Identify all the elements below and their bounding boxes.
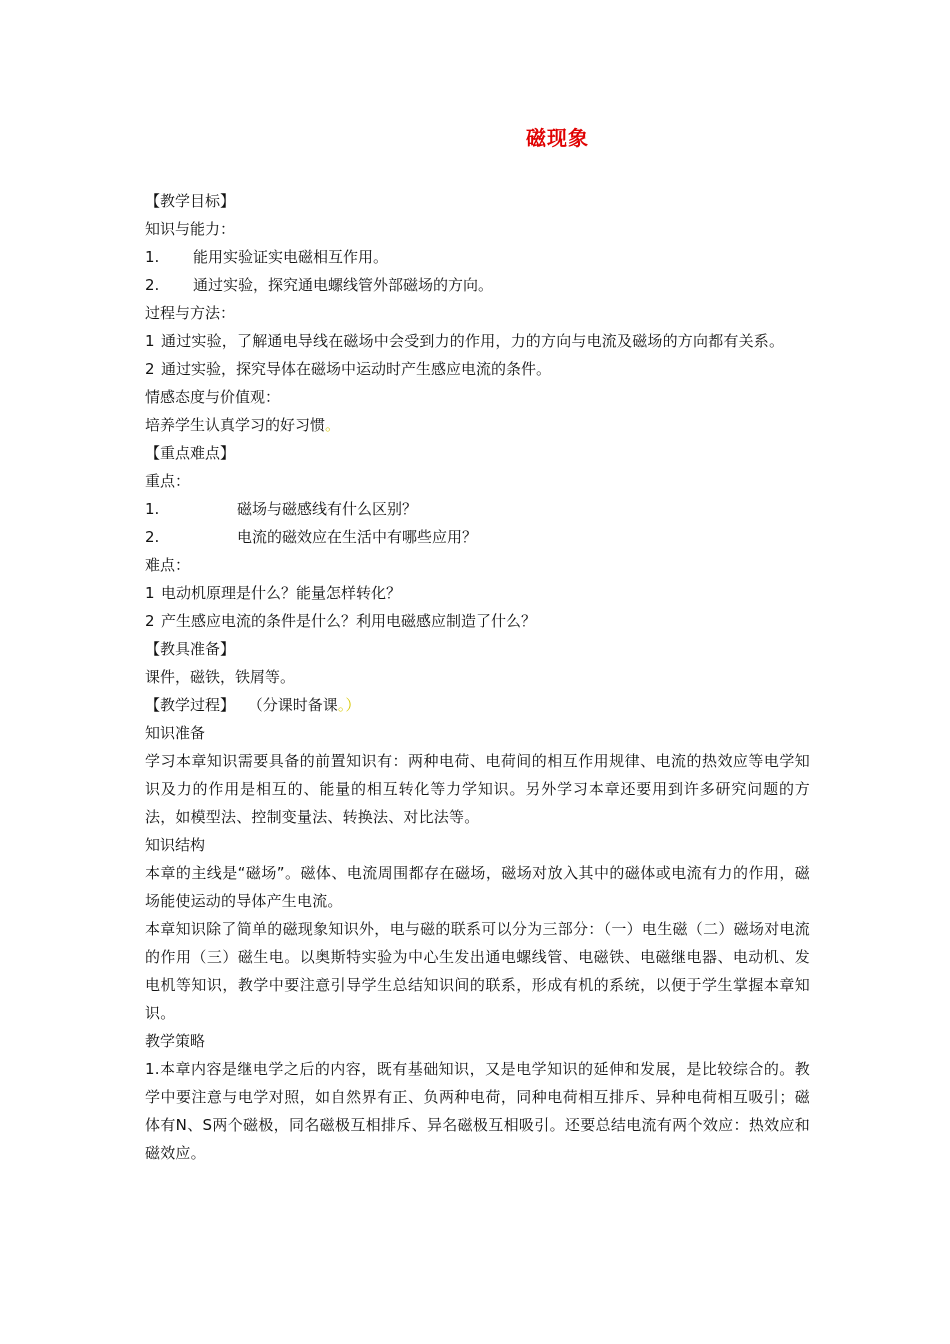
item-number: 1 xyxy=(145,584,155,602)
document-body xyxy=(145,187,810,1167)
list-item xyxy=(145,355,810,383)
strategy-text: 1.本章内容是继电学之后的内容，既有基础知识，又是电学知识的延伸和发展，是比较综合的。教学中要注意与电学对照，如自然界有正、负两种电荷，同种电荷相互排斥、异种电荷相互吸引；磁体有N、S两个磁极，同名磁极互相排斥、异名磁极互相吸引。还要总结电流有两个效应：热效应和磁效应。 xyxy=(145,1060,810,1162)
knowledge-heading: 知识与能力： xyxy=(145,220,236,238)
goals-heading: 【教学目标】 xyxy=(145,192,236,210)
item-text: 磁场与磁感线有什么区别？ xyxy=(237,500,418,518)
item-text: 通过实验，探究导体在磁场中运动时产生感应电流的条件。 xyxy=(161,360,552,378)
structure-text-2: 本章知识除了简单的磁现象知识外，电与磁的联系可以分为三部分：（一）电生磁（二）磁场对电流的作用（三）磁生电。以奥斯特实验为中心生发出通电螺线管、电磁铁、电磁继电器、电动机、发电机等知识，教学中要注意引导学生总结知识间的联系，形成有机的系统，以便于学生掌握本章知识。 xyxy=(145,920,810,1022)
emotion-heading: 情感态度与价值观： xyxy=(145,388,281,406)
item-number: 2 xyxy=(145,360,155,378)
list-item xyxy=(145,271,810,299)
item-text: 电动机原理是什么？能量怎样转化？ xyxy=(161,584,402,602)
item-number: 1. xyxy=(145,248,160,266)
item-number: 2. xyxy=(145,528,160,546)
item-number: 2. xyxy=(145,276,160,294)
process-heading: 过程与方法： xyxy=(145,304,236,322)
list-item xyxy=(145,607,810,635)
item-text: 电流的磁效应在生活中有哪些应用？ xyxy=(237,528,478,546)
process-main-note-end: 。） xyxy=(337,696,361,714)
difficult-label: 难点： xyxy=(145,556,191,574)
key-heading: 【重点难点】 xyxy=(145,444,236,462)
process-main-heading: 【教学过程】 xyxy=(145,696,236,714)
item-number: 1 xyxy=(145,332,155,350)
key-label: 重点： xyxy=(145,472,191,490)
process-main-line xyxy=(145,691,810,719)
prep-heading: 知识准备 xyxy=(145,724,206,742)
item-text: 产生感应电流的条件是什么？利用电磁感应制造了什么？ xyxy=(161,612,537,630)
item-text: 通过实验，探究通电螺线管外部磁场的方向。 xyxy=(193,276,494,294)
list-item xyxy=(145,495,810,523)
list-item xyxy=(145,327,810,355)
process-main-note: （分课时备课 xyxy=(247,696,338,714)
prep-text: 学习本章知识需要具备的前置知识有：两种电荷、电荷间的相互作用规律、电流的热效应等电学知识及力的作用是相互的、能量的相互转化等力学知识。另外学习本章还要用到许多研究问题的方法，如模型法、控制变量法、转换法、对比法等。 xyxy=(145,752,810,826)
strategy-heading: 教学策略 xyxy=(145,1032,206,1050)
list-item xyxy=(145,523,810,551)
list-item xyxy=(145,579,810,607)
item-text: 能用实验证实电磁相互作用。 xyxy=(193,248,389,266)
emotion-text-line xyxy=(145,411,810,439)
tools-text: 课件，磁铁，铁屑等。 xyxy=(145,668,296,686)
page-title: 磁现象 xyxy=(526,126,589,150)
structure-text-1: 本章的主线是“磁场”。磁体、电流周围都存在磁场，磁场对放入其中的磁体或电流有力的作用，磁场能使运动的导体产生电流。 xyxy=(145,864,810,910)
emotion-text: 培养学生认真学习的好习惯 xyxy=(145,416,326,434)
item-number: 2 xyxy=(145,612,155,630)
item-text: 通过实验，了解通电导线在磁场中会受到力的作用，力的方向与电流及磁场的方向都有关系。 xyxy=(161,332,785,350)
emotion-end: 。 xyxy=(325,416,341,434)
item-number: 1. xyxy=(145,500,160,518)
tools-heading: 【教具准备】 xyxy=(145,640,236,658)
list-item xyxy=(145,243,810,271)
structure-heading: 知识结构 xyxy=(145,836,206,854)
